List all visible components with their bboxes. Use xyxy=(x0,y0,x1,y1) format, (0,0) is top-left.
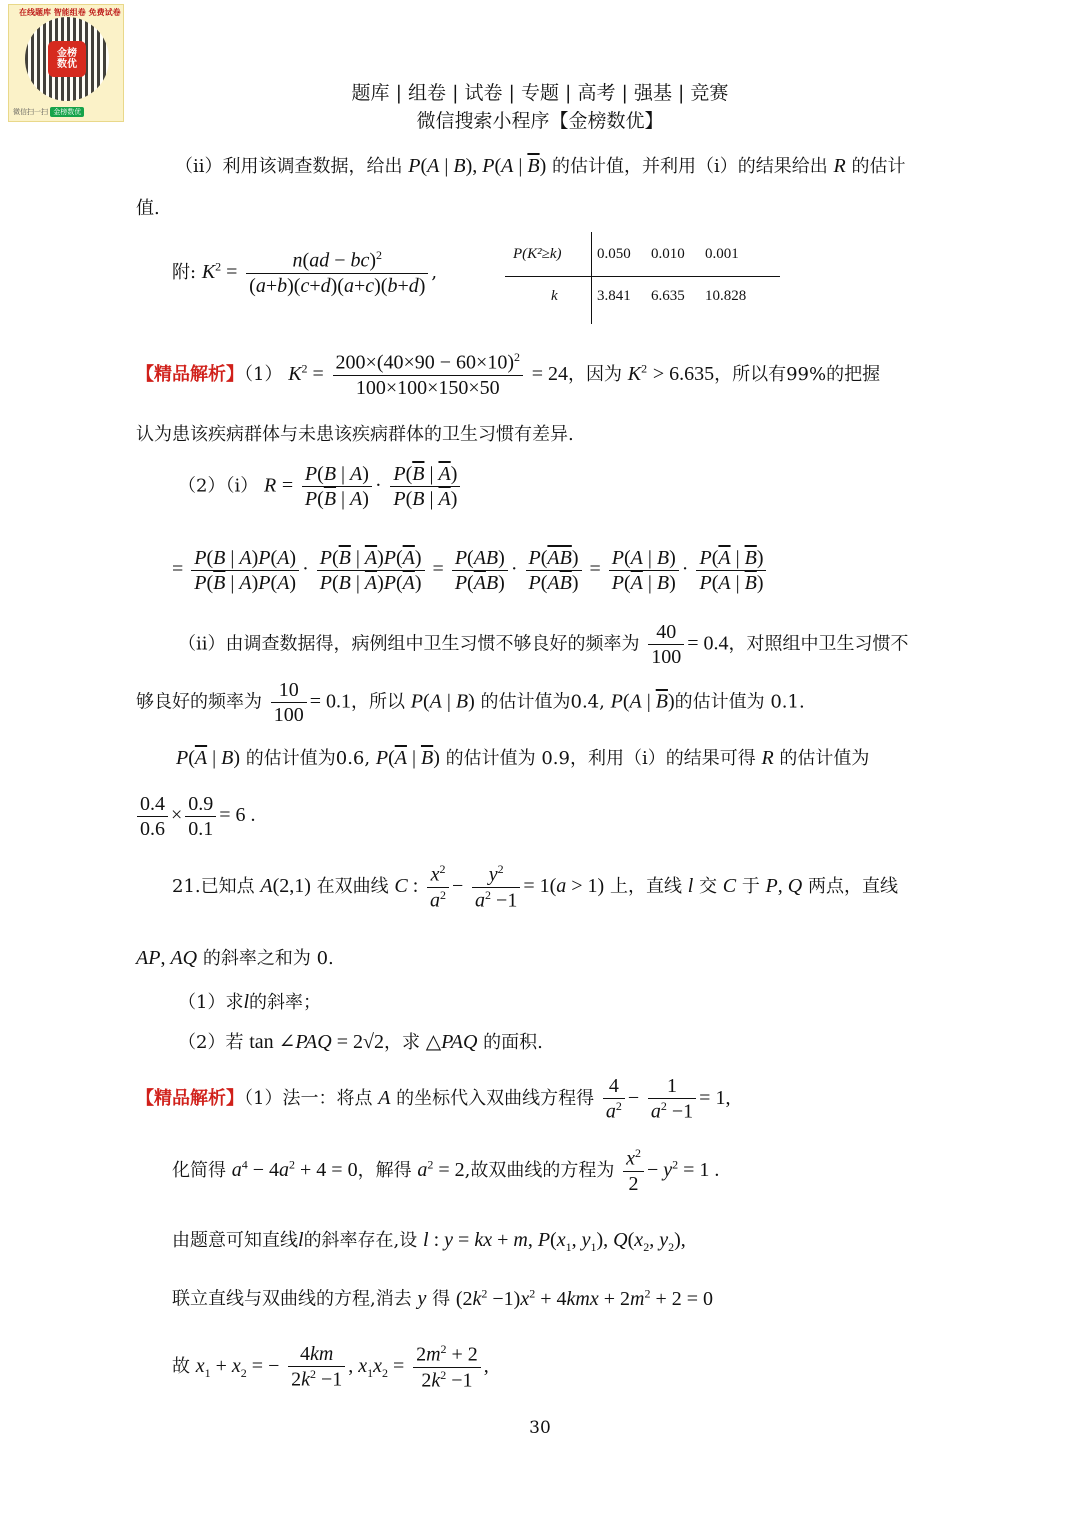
q21-sub1: （1）求l的斜率； xyxy=(178,991,322,1013)
table-row2-head: k xyxy=(551,288,558,304)
appendix-formula: 附: $K^2$ = $\frac{n(ad - bc)^2}{(a+b)(c+d)(a+c)(b+d)}$ , xyxy=(172,248,438,297)
table-cell: 6.635 xyxy=(651,288,685,304)
sol2-i-line1: （2）（i） R = $\frac{P(B | A)}{P(\overline{B} | A)}$ · $\frac{P(\overline{B} | \overline{A})}{P(B | \overline{A})}$ xyxy=(178,462,463,511)
sol2-ii-line1: （ii）由调查数据得，病例组中卫生习惯不够良好的频率为 $\frac{40}{100}$ = 0.4，对照组中卫生习惯不 xyxy=(178,621,909,668)
sol2-ii-final: $\frac{0.4}{0.6}$ × $\frac{0.9}{0.1}$ = 6 . xyxy=(134,792,256,841)
badge-arc-text: 在线题库 智能组卷 免费试卷 xyxy=(19,8,121,17)
sol21-line5: 故 $x_1 + x_2$ = − $\frac{4km}{2k^2 -1}$ , $x_1x_2$ = $\frac{2m^2 + 2}{2k^2 -1}$ , xyxy=(172,1342,489,1392)
table-cell: 0.010 xyxy=(651,246,685,262)
header-search: 微信搜索小程序【金榜数优】 xyxy=(416,110,664,132)
table-hline xyxy=(505,276,780,277)
sol21-line4: 联立直线与双曲线的方程,消去 y 得 $(2k^2 -1)x^2 + 4kmx + 2m^2 + 2 = 0$ xyxy=(172,1286,714,1310)
table-cell: 10.828 xyxy=(705,288,747,304)
table-vline xyxy=(591,232,592,324)
q21-line2: AP, AQ 的斜率之和为 0. xyxy=(136,947,334,969)
q21-sub2: （2）若 tan ∠PAQ = 2√2，求 △PAQ 的面积. xyxy=(178,1031,543,1053)
sol21-line1: 【精品解析】（1）法一：将点 A 的坐标代入双曲线方程得 $\frac{4}{a^2}$ − $\frac{1}{a^2 -1}$ = 1, xyxy=(136,1075,731,1123)
table-row1-head: P(K²≥k) xyxy=(513,246,562,262)
sol1-line1: 【精品解析】（1） $K^2$ = $\frac{200\times(40\times 90 - 60\times 10)^2}{100\times 100\times 150\times 50}$ = 24，因为 $K^2 > 6.635$，所以有99%的把握 xyxy=(136,350,881,399)
part-ii-cont: 值. xyxy=(136,198,160,219)
table-cell: 0.050 xyxy=(597,246,631,262)
badge-logo: 金榜 数优 xyxy=(48,41,86,77)
part-ii-line: （ii）利用该调查数据，给出 P(A | B), P(A | $\overline{B}$) 的估计值，并利用（i）的结果给出 R 的估计 xyxy=(175,155,906,177)
table-cell: 0.001 xyxy=(705,246,739,262)
table-cell: 3.841 xyxy=(597,288,631,304)
critical-value-table xyxy=(505,232,780,324)
page-number: 30 xyxy=(529,1418,551,1438)
sol1-line2: 认为患该疾病群体与未患该疾病群体的卫生习惯有差异. xyxy=(136,424,574,445)
q21-line1: 21.已知点 A(2,1) 在双曲线 C : $\frac{x^2}{a^2}$ − $\frac{y^2}{a^2 -1}$ = 1(a > 1) 上，直线 l 交 C 于 P, Q 两点，直线 xyxy=(172,862,898,912)
sol2-i-line2: = $\frac{P(B | A)P(A)}{P(\overline{B} | A)P(A)}$ · $\frac{P(\overline{B} | \overline{A})P(\overline{A})}{P(B | \overline{A})P(\overline{A})}$ = $\frac{P(AB)}{P(\overline{A}B)}$ · $\frac{P(\overline{AB})}{P(A\overline{B})}$ = $\frac{P(A | B)}{P(\overline{A} | B)}$ · $\frac{P(\overline{A} | \overline{B})}{P(A | \overline{B})}$ xyxy=(172,546,769,595)
sol2-ii-line3: $P(\overline{A}$ | B) 的估计值为0.6, $P(\overline{A}$ | $\overline{B}$) 的估计值为 0.9，利用（i）的结果可得 R 的估计值为 xyxy=(176,747,870,769)
sol21-line2: 化简得 $a^4 - 4a^2 + 4 = 0$，解得 $a^2 = 2$,故双曲线的方程为 $\frac{x^2}{2}$ − $y^2 = 1$ . xyxy=(172,1146,720,1195)
badge-bottom: 微信扫一扫 金榜数优 xyxy=(13,107,84,117)
header-nav: 题库 | 组卷 | 试卷 | 专题 | 高考 | 强基 | 竞赛 xyxy=(351,82,729,104)
sol21-line3: 由题意可知直线l的斜率存在,设 l : y = kx + m, $P(x_1$, $y_1$), $Q(x_2$, $y_2$), xyxy=(172,1229,686,1254)
sol2-ii-line2: 够良好的频率为 $\frac{10}{100}$ = 0.1，所以 P(A | B) 的估计值为0.4, P(A | $\overline{B}$)的估计值为 0.1. xyxy=(136,679,805,726)
